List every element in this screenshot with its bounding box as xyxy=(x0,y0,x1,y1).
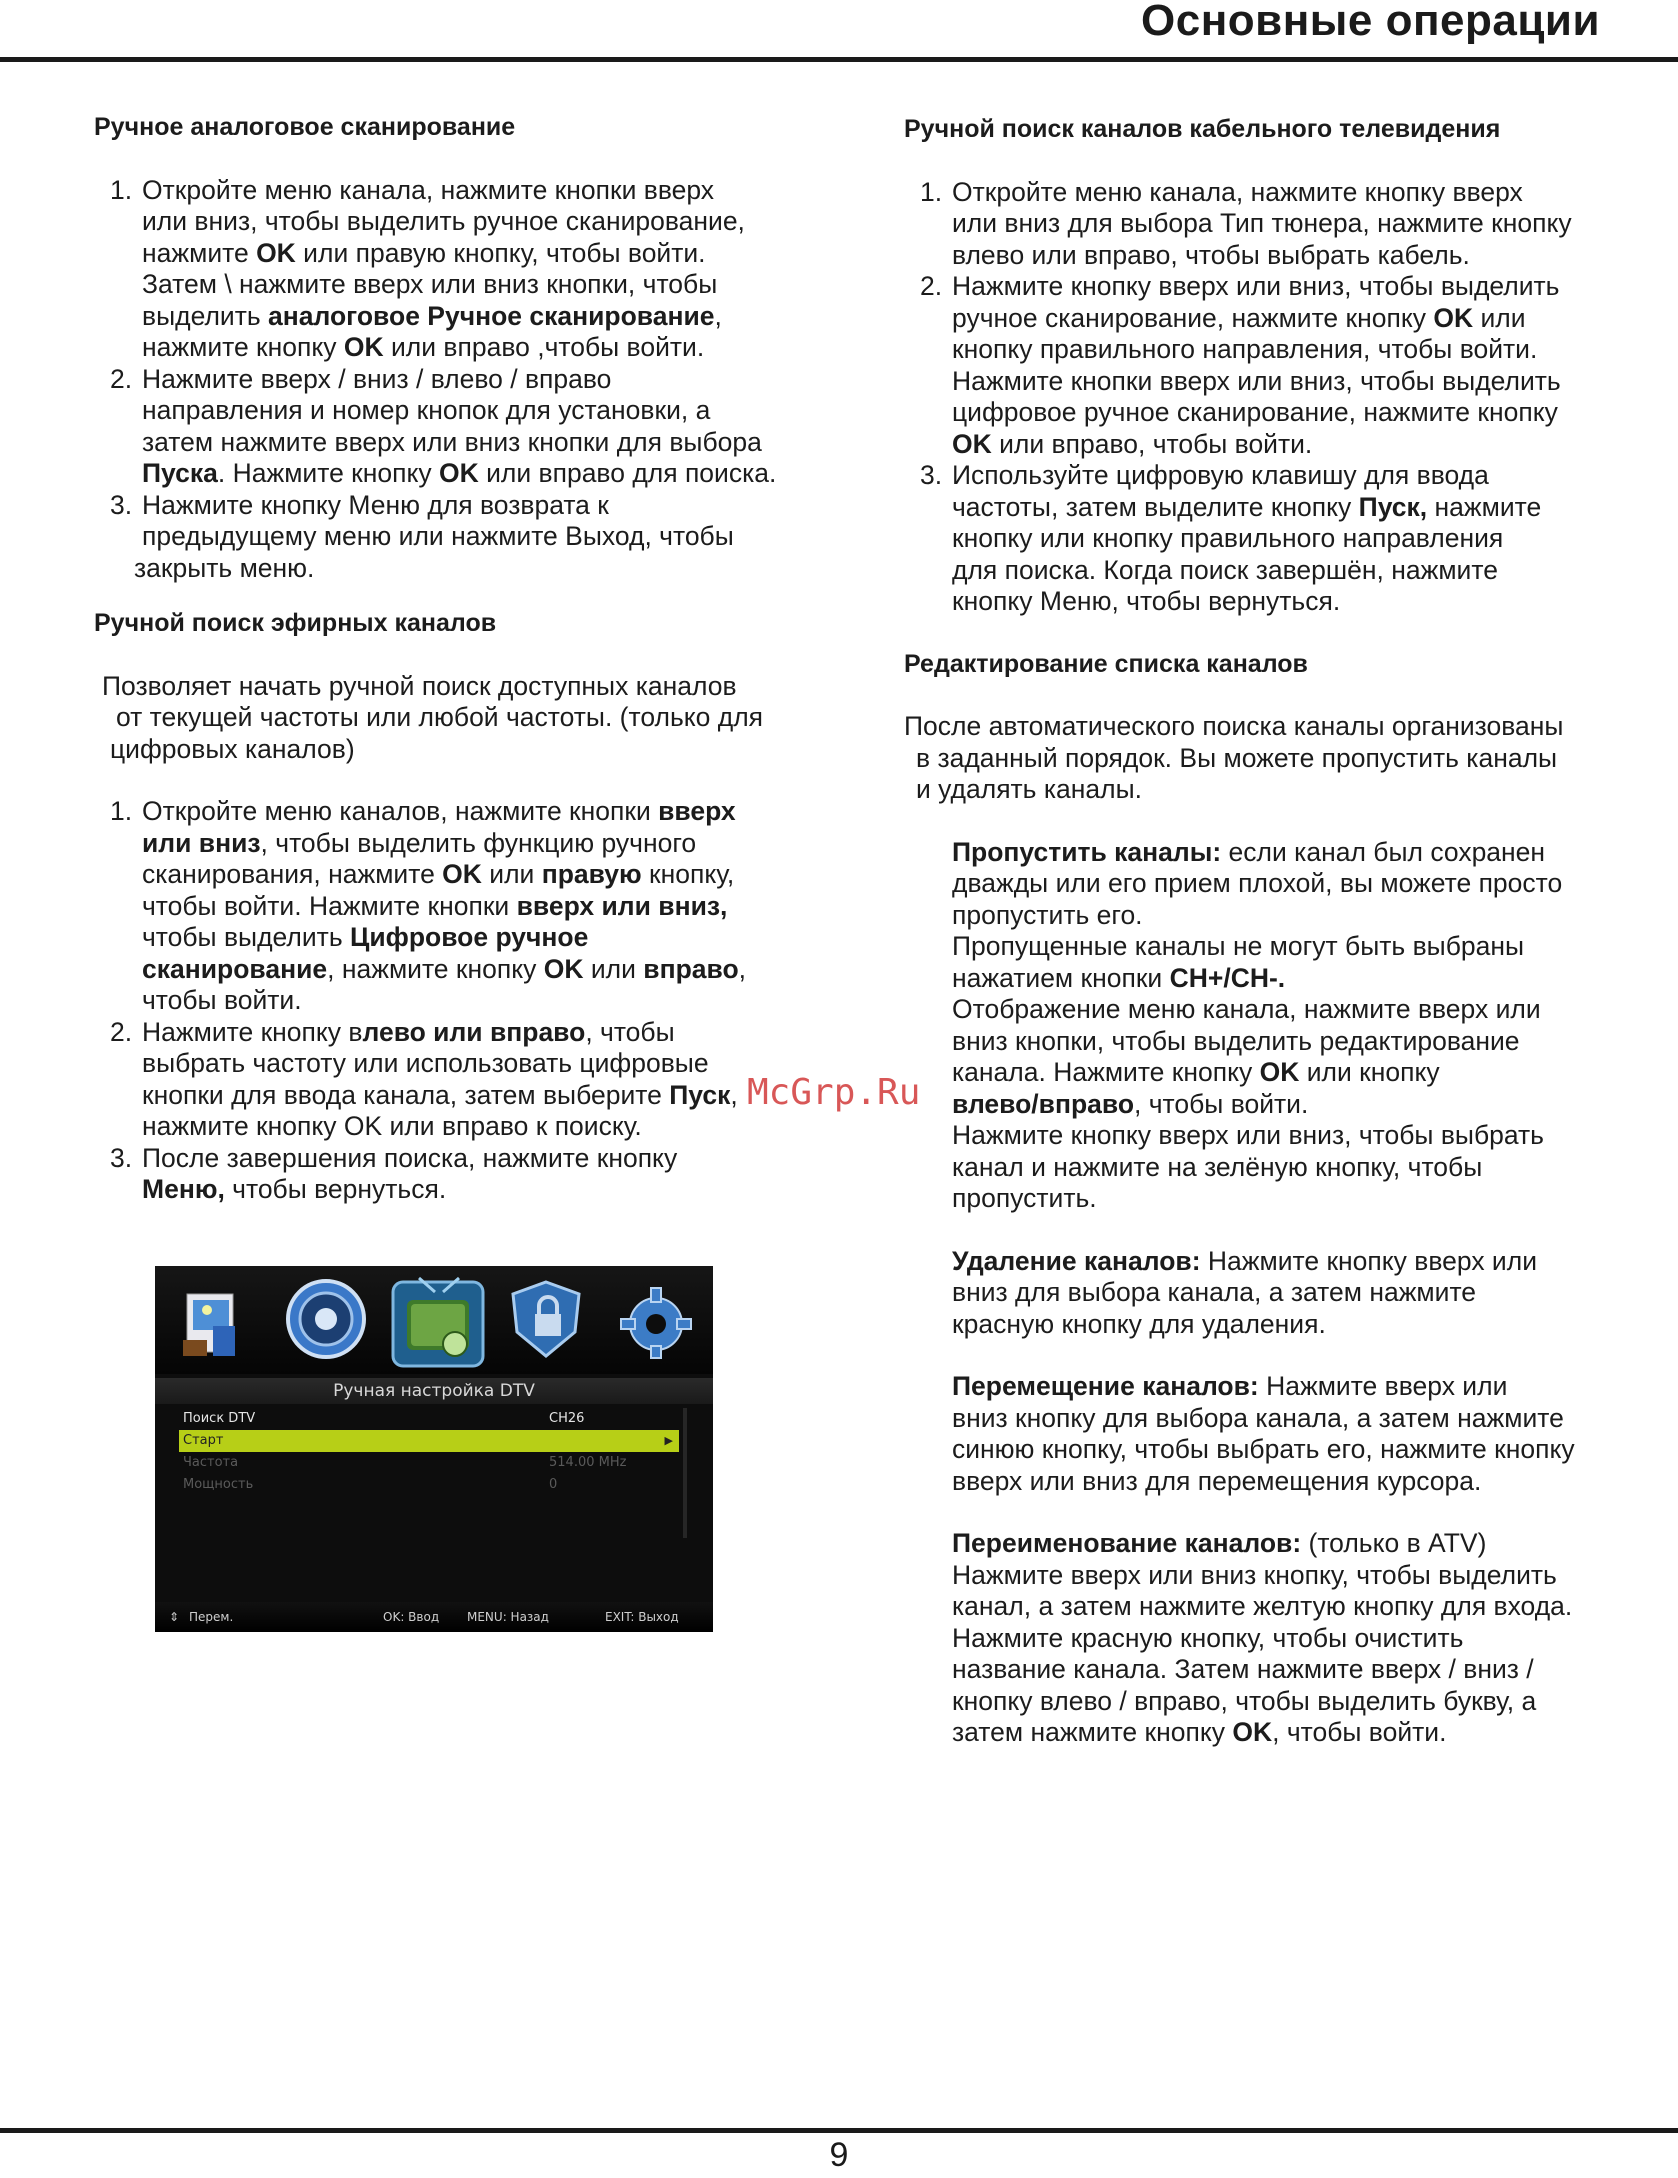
list-item: 2. Нажмите кнопку вверх или вниз, чтобы выделить ручное сканирование, нажмите кнопку OK или кнопку правильного направления, чтобы войти. Нажмите кнопки вверх или вниз, чтобы выделить цифровое ручное сканирование, нажмите кнопку OK или вправо, чтобы войти. xyxy=(920,271,1561,459)
menu-row-power[interactable]: Мощность 0 xyxy=(183,1477,558,1492)
menu-row-start[interactable]: Старт ▶ xyxy=(179,1430,679,1452)
section-heading-analog-scan: Ручное аналоговое сканирование xyxy=(94,113,516,141)
list-item: 2. Нажмите вверх / вниз / влево / вправо направления и номер кнопок для установки, а затем нажмите вверх или вниз кнопки для выбора Пуска. Нажмите кнопку OK или вправо для поиска. xyxy=(110,363,777,488)
air-scan-intro: Позволяет начать ручной поиск доступных каналов от текущей частоты или любой частоты. (только для цифровых каналов) xyxy=(102,670,764,764)
channel-tv-icon xyxy=(389,1274,489,1370)
menu-scrollbar[interactable] xyxy=(683,1408,687,1538)
page-number: 9 xyxy=(829,2136,849,2174)
cable-scan-steps xyxy=(904,177,1634,618)
page-header xyxy=(0,0,1678,62)
analog-scan-steps xyxy=(94,175,834,585)
left-column xyxy=(94,112,834,1206)
list-item: 3. После завершения поиска, нажмите кнопку Меню, чтобы вернуться. xyxy=(110,1142,678,1204)
list-item: 1. Откройте меню канала, нажмите кнопки вверх или вниз, чтобы выделить ручное сканирование, нажмите OK или правую кнопку, чтобы войти. Затем \ нажмите вверх или вниз кнопки, чтобы выделить аналоговое Ручное сканирование, нажмите кнопку OK или вправо ,чтобы войти. xyxy=(110,174,745,362)
menu-row-frequency[interactable]: Частота 514.00 MHz xyxy=(183,1455,627,1470)
menu-footer: ⇕ Перем. OK: Ввод MENU: Назад EXIT: Выход xyxy=(155,1602,713,1632)
skip-channels-block: Пропустить каналы: если канал был сохранен дважды или его прием плохой, вы можете просто пропустить его. Пропущенные каналы не могут быть выбраны нажатием кнопки CH+/CH-. Отображение меню канала, нажмите вверх или вниз кнопки, чтобы выделить редактирование канала. Нажмите кнопку OK или кнопку влево/вправо, чтобы войти. Нажмите кнопку вверх или вниз, чтобы выбрать канал и нажмите на зелёную кнопку, чтобы пропустить. xyxy=(952,836,1563,1213)
watermark: McGrp.Ru xyxy=(747,1072,921,1113)
menu-title: Ручная настройка DTV xyxy=(155,1378,713,1404)
move-channels-block: Перемещение каналов: Нажмите вверх или вниз кнопку для выбора канала, а затем нажмите синюю кнопку, чтобы выбрать его, нажмите кнопку вверх или вниз для перемещения курсора. xyxy=(952,1371,1575,1496)
up-down-icon: ⇕ xyxy=(169,1610,180,1624)
picture-icon xyxy=(177,1274,249,1364)
right-column xyxy=(904,114,1634,1749)
lock-icon xyxy=(501,1274,591,1364)
menu-row-dtv-search[interactable]: Поиск DTV CH26 xyxy=(183,1411,585,1426)
section-heading-edit-list: Редактирование списка каналов xyxy=(904,649,1308,678)
air-scan-steps xyxy=(94,796,834,1206)
list-item: 3. Используйте цифровую клавишу для ввода частоты, затем выделите кнопку Пуск, нажмите кнопку или кнопку правильного направления для поиска. Когда поиск завершён, нажмите кнопку Меню, чтобы вернуться. xyxy=(920,460,1542,616)
tv-menu-screenshot xyxy=(155,1266,713,1632)
footer-rule xyxy=(0,2128,1678,2133)
section-heading-cable-scan: Ручной поиск каналов кабельного телевидения xyxy=(904,115,1501,143)
menu-icon-bar xyxy=(155,1266,713,1374)
section-heading-air-scan: Ручной поиск эфирных каналов xyxy=(94,609,497,637)
edit-list-intro: После автоматического поиска каналы организованы в заданный порядок. Вы можете пропустить каналы и удалять каналы. xyxy=(904,711,1564,804)
delete-channels-block: Удаление каналов: Нажмите кнопку вверх или вниз для выбора канала, а затем нажмите красную кнопку для удаления. xyxy=(952,1245,1537,1339)
rename-channels-block: Переименование каналов: (только в ATV) Нажмите вверх или вниз кнопку, чтобы выделить канал, а затем нажмите желтую кнопку для входа. Нажмите красную кнопку, чтобы очистить название канала. Затем нажмите вверх / вниз / кнопку влево / вправо, чтобы выделить букву, а затем нажмите кнопку OK, чтобы войти. xyxy=(952,1528,1573,1747)
list-item: 1. Откройте меню канала, нажмите кнопку вверх или вниз для выбора Тип тюнера, нажмите кнопку влево или вправо, чтобы выбрать кабель. xyxy=(920,176,1572,270)
arrow-right-icon: ▶ xyxy=(664,1434,673,1447)
list-item: 1. Откройте меню каналов, нажмите кнопки вверх или вниз, чтобы выделить функцию ручного сканирования, нажмите OK или правую кнопку, чтобы войти. Нажмите кнопки вверх или вниз, чтобы выделить Цифровое ручное сканирование, нажмите кнопку OK или вправо, чтобы войти. xyxy=(110,796,747,1015)
list-item: 2. Нажмите кнопку влево или вправо, чтобы выбрать частоту или использовать цифровые кнопки для ввода канала, затем выберите Пуск, нажмите кнопку OK или вправо к поиску. xyxy=(110,1016,738,1141)
sound-icon xyxy=(281,1274,371,1364)
setup-gear-icon xyxy=(611,1274,701,1364)
page-title: Основные операции xyxy=(1141,0,1600,45)
list-item: 3. Нажмите кнопку Меню для возврата к предыдущему меню или нажмите Выход, чтобы закрыть меню. xyxy=(110,489,734,583)
